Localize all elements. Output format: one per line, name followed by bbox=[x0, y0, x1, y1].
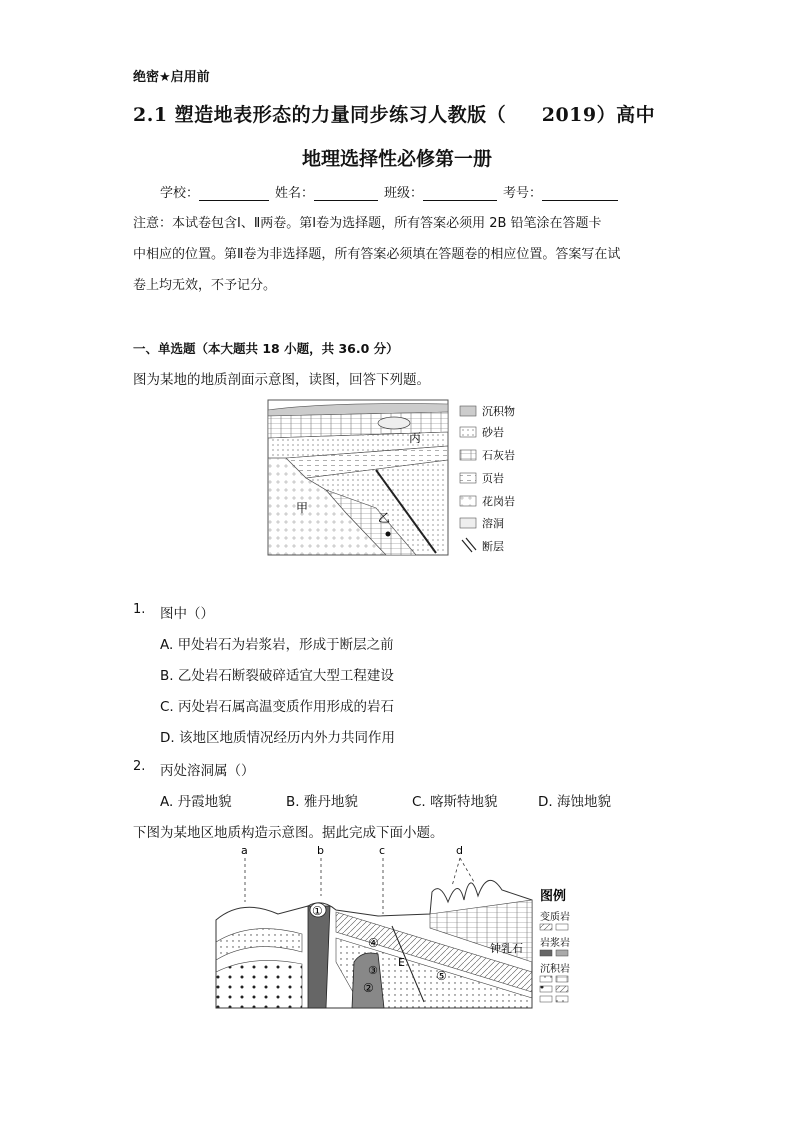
circle-label-5: ⑤ bbox=[436, 969, 447, 983]
notice-line-2: 中相应的位置。第Ⅱ卷为非选择题，所有答案必须填在答题卷的相应位置。答案写在试 bbox=[133, 247, 621, 262]
legend-1 bbox=[460, 404, 515, 553]
school-blank[interactable] bbox=[199, 186, 269, 201]
geologic-profile-figure bbox=[266, 398, 534, 558]
question-1-stem: 图中（） bbox=[160, 606, 214, 622]
circle-label-2: ② bbox=[363, 981, 374, 995]
legend-fault: 断层 bbox=[482, 540, 504, 553]
label-yi: 乙 bbox=[378, 511, 391, 525]
legend-sediment: 沉积物 bbox=[482, 405, 515, 418]
top-label-d: d bbox=[456, 844, 463, 857]
circle-label-1: ① bbox=[312, 904, 323, 918]
title-line-2: 地理选择性必修第一册 bbox=[301, 148, 492, 170]
secret-label: 绝密★启用前 bbox=[133, 70, 210, 85]
question-1-option-d[interactable]: D. 该地区地质情况经历内外力共同作用 bbox=[160, 730, 395, 746]
legend-cave: 溶洞 bbox=[482, 517, 504, 530]
legend-metamorphic: 变质岩 bbox=[540, 912, 570, 923]
legend-2 bbox=[540, 888, 570, 1002]
top-label-b: b bbox=[317, 844, 324, 857]
legend-limestone: 石灰岩 bbox=[482, 449, 515, 462]
top-label-c: c bbox=[379, 844, 386, 857]
question-2-option-d[interactable]: D. 海蚀地貌 bbox=[538, 794, 611, 810]
label-jia: 甲 bbox=[296, 501, 309, 515]
stalactite-label: 钟乳石 bbox=[490, 942, 523, 955]
legend-shale: 页岩 bbox=[482, 472, 504, 485]
circle-label-3: ③ bbox=[368, 964, 378, 977]
notice-line-3: 卷上均无效，不予记分。 bbox=[133, 278, 277, 293]
class-blank[interactable] bbox=[423, 186, 497, 201]
question-1-number: 1. bbox=[133, 602, 146, 617]
e-label: E bbox=[398, 956, 405, 969]
question-1-option-b[interactable]: B. 乙处岩石断裂破碎适宜大型工程建设 bbox=[160, 668, 394, 684]
geologic-structure-figure bbox=[212, 842, 590, 1010]
question-2-option-b[interactable]: B. 雅丹地貌 bbox=[286, 794, 358, 810]
title-line-1: 2.1 塑造地表形态的力量同步练习人教版（ 2019）高中 bbox=[133, 104, 656, 126]
question-2-number: 2. bbox=[133, 759, 146, 774]
label-bing: 丙 bbox=[409, 431, 422, 445]
question-2-option-a[interactable]: A. 丹霞地貌 bbox=[160, 794, 232, 810]
legend-sandstone: 砂岩 bbox=[482, 426, 504, 439]
question-2-stem: 丙处溶洞属（） bbox=[160, 763, 255, 779]
intro-figure-2: 下图为某地区地质构造示意图。据此完成下面小题。 bbox=[133, 825, 444, 841]
exam-number-blank[interactable] bbox=[542, 186, 618, 201]
student-info-row bbox=[160, 182, 624, 201]
legend-sedimentary: 沉积岩 bbox=[540, 964, 570, 975]
exam-number-label: 考号： bbox=[503, 186, 543, 201]
question-2-option-c[interactable]: C. 喀斯特地貌 bbox=[412, 794, 498, 810]
circle-label-4: ④ bbox=[368, 936, 379, 950]
name-label: 姓名： bbox=[275, 186, 315, 201]
school-label: 学校： bbox=[160, 186, 200, 201]
section-title: 一、单选题（本大题共 18 小题，共 36.0 分） bbox=[133, 341, 399, 356]
legend-igneous: 岩浆岩 bbox=[540, 938, 570, 949]
top-label-a: a bbox=[241, 844, 248, 857]
legend-granite: 花岗岩 bbox=[482, 495, 515, 508]
question-1-option-c[interactable]: C. 丙处岩石属高温变质作用形成的岩石 bbox=[160, 699, 395, 715]
name-blank[interactable] bbox=[314, 186, 378, 201]
legend-title: 图例 bbox=[540, 889, 567, 904]
question-1-option-a[interactable]: A. 甲处岩石为岩浆岩，形成于断层之前 bbox=[160, 637, 394, 653]
intro-figure-1: 图为某地的地质剖面示意图，读图，回答下列题。 bbox=[133, 372, 430, 388]
notice-line-1: 注意：本试卷包含Ⅰ、Ⅱ两卷。第Ⅰ卷为选择题，所有答案必须用 2B 铅笔涂在答题卡 bbox=[133, 216, 602, 231]
class-label: 班级： bbox=[384, 186, 424, 201]
